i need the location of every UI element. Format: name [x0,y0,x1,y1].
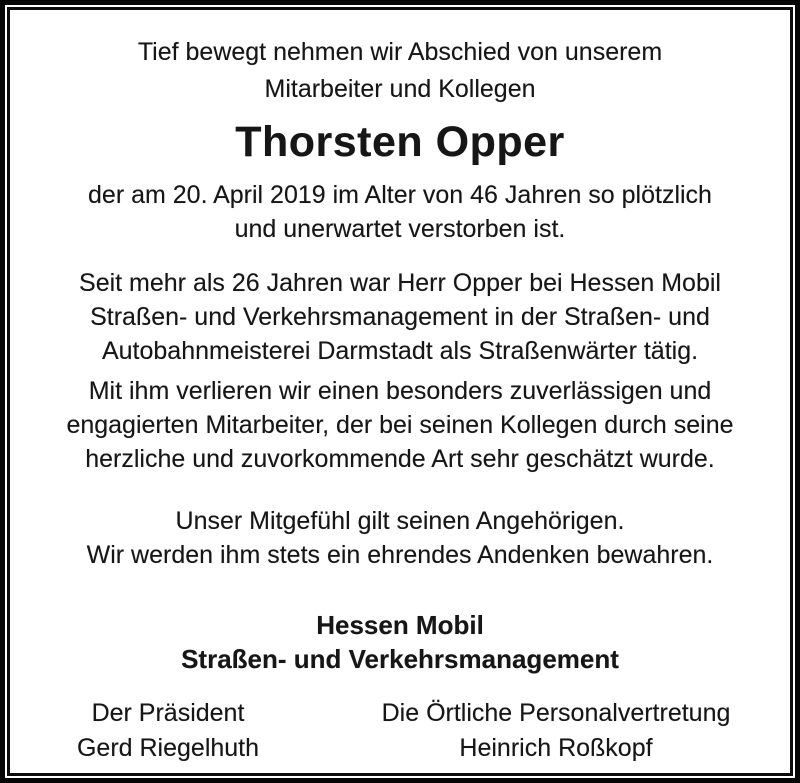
notice-frame-gap [5,5,795,778]
deceased-name: Thorsten Opper [235,118,565,166]
death-details [18,178,782,246]
signature-role: Der Präsident [91,699,245,727]
tribute-line: Straßen- und Verkehrsmanagement in der Straßen- und [90,303,710,331]
organization-line-2: Straßen- und Verkehrsmanagement [181,644,619,674]
tribute-line: Autobahnmeisterei Darmstadt als Straßenwärter tätig. [101,337,699,365]
condolence-line-2: Wir werden ihm stets ein ehrendes Andenken bewahren. [86,541,714,569]
death-line-2: und unerwartet verstorben ist. [234,215,566,243]
death-line-1: der am 20. April 2019 im Alter von 46 Jahren so plötzlich [88,181,712,209]
signature-block [18,696,782,766]
tribute-line: engagierten Mitarbeiter, der bei seinen Kollegen durch seine [66,411,734,439]
tribute-line: Seit mehr als 26 Jahren war Herr Opper bei Hessen Mobil [79,269,721,297]
signature-personnel-representation [341,696,771,766]
signature-name: Gerd Riegelhuth [76,734,260,762]
tribute-paragraph [18,266,782,476]
organization-name [18,608,782,676]
intro-line-1: Tief bewegt nehmen wir Abschied von unserem [137,38,663,66]
signature-president [29,696,307,766]
obituary-notice [7,7,793,776]
tribute-line: herzliche und zuvorkommende Art sehr geschätzt wurde. [85,445,715,473]
intro-line-2: Mitarbeiter und Kollegen [264,75,536,103]
tribute-line: Mit ihm verlieren wir einen besonders zuverlässigen und [88,377,712,405]
signature-name: Heinrich Roßkopf [459,734,653,762]
intro-text [18,34,782,108]
organization-line-1: Hessen Mobil [316,610,484,640]
condolence-line-1: Unser Mitgefühl gilt seinen Angehörigen. [175,507,625,535]
condolence-paragraph [18,504,782,572]
signature-role: Die Örtliche Personalvertretung [381,699,731,727]
